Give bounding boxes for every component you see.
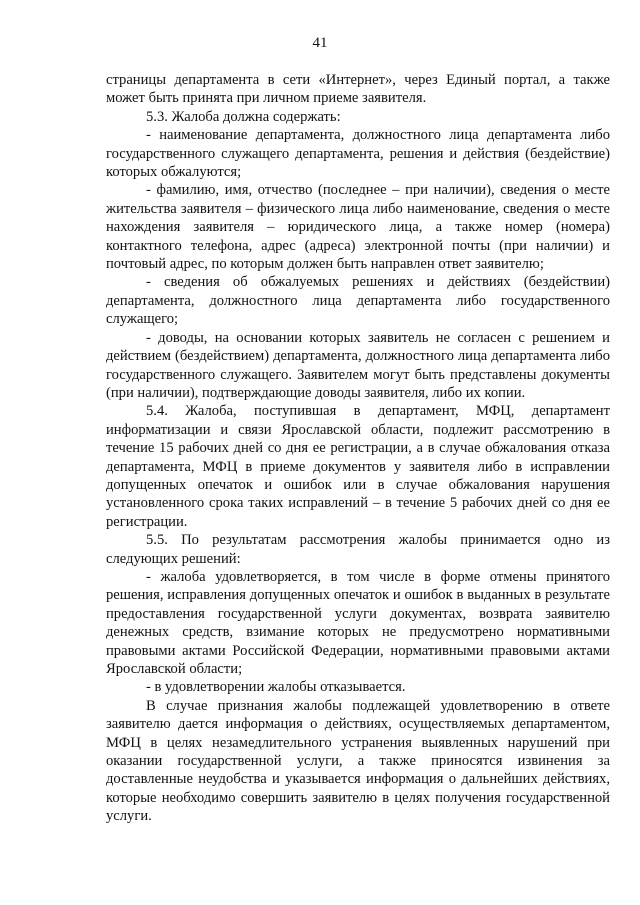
paragraph-5-3-item-2: - фамилию, имя, отчество (последнее – при наличии), сведения о месте жительства заявителя – физического лица либо наименование, сведения о месте нахождения заявителя – юридического лица, а также номер (номера) контактного телефона, адрес (адреса) электронной почты (при наличии) и почтовый адрес, по которым должен быть направлен ответ заявителю; — [106, 182, 610, 273]
paragraph-5-5-item-2: - в удовлетворении жалобы отказывается. — [146, 679, 406, 696]
paragraph-5-3-item-1: - наименование департамента, должностного лица департамента либо государственного служащего департамента, решения и действия (бездействие) которых обжалуются; — [106, 127, 610, 181]
paragraph-5-3-item-4: - доводы, на основании которых заявитель не согласен с решением и действием (бездействием) департамента, должностного лица департамента либо государственного служащего. Заявителем могут быть представлены документы (при наличии), подтверждающие доводы заявителя, либо их копии. — [106, 329, 610, 401]
page-number: 41 — [312, 35, 328, 51]
paragraph-response-info: В случае признания жалобы подлежащей удовлетворению в ответе заявителю дается информация о действиях, осуществляемых департаментом, МФЦ в целях незамедлительного устранения выявленных нарушений при оказании государственной услуги, а также приносятся извинения за доставленные неудобства и указывается информация о дальнейших действиях, которые необходимо совершить заявителю в целях получения государственной услуги. — [106, 697, 610, 825]
paragraph-5-5: 5.5. По результатам рассмотрения жалобы принимается одно из следующих решений: — [106, 532, 610, 567]
paragraph-5-3-heading: 5.3. Жалоба должна содержать: — [146, 108, 341, 125]
paragraph-continuation: страницы департамента в сети «Интернет», через Единый портал, а также может быть принята при личном приеме заявителя. — [106, 72, 610, 107]
document-body — [106, 71, 610, 826]
paragraph-5-3-item-3: - сведения об обжалуемых решениях и действиях (бездействии) департамента, должностного лица департамента либо государственного служащего; — [106, 274, 610, 328]
paragraph-5-5-item-1: - жалоба удовлетворяется, в том числе в форме отмены принятого решения, исправления допущенных опечаток и ошибок в выданных в результате предоставления государственной услуги документах, возврата заявителю денежных средств, взимание которых не предусмотрено нормативными правовыми актами Российской Федерации, нормативными правовыми актами Ярославской области; — [106, 568, 610, 677]
paragraph-5-4: 5.4. Жалоба, поступившая в департамент, МФЦ, департамент информатизации и связи Ярославской области, подлежит рассмотрению в течение 15 рабочих дней со дня ее регистрации, а в случае обжалования отказа департамента, МФЦ в приеме документов у заявителя либо в исправлении допущенных опечаток и ошибок или в случае обжалования нарушения установленного срока таких исправлений – в течение 5 рабочих дней со дня ее регистрации. — [106, 403, 610, 530]
